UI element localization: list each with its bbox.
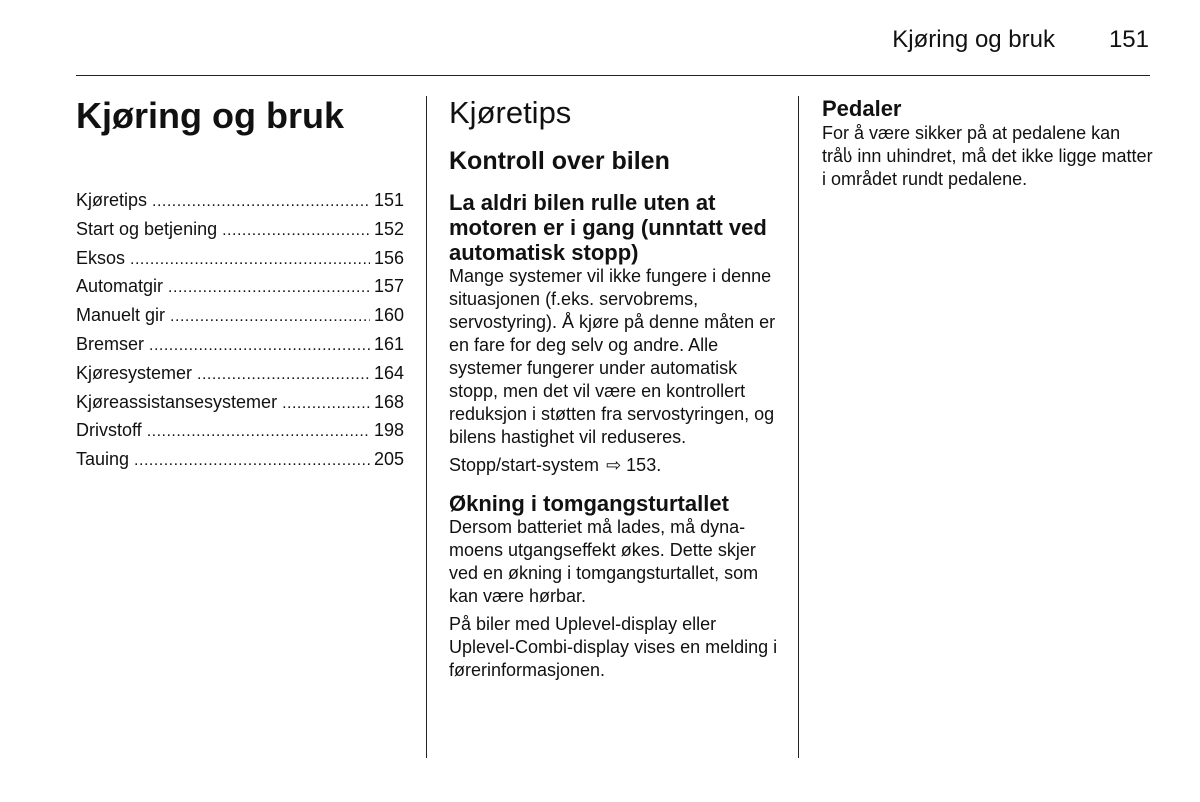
toc-leader-dots [222,217,370,246]
toc-entry-page: 160 [373,305,404,326]
toc-leader-dots [130,246,370,275]
toc-entry-label: Kjøretips [76,190,148,210]
toc-entry-page: 156 [373,247,404,268]
toc-entry-page: 152 [373,218,404,239]
toc-entry[interactable] [76,186,404,215]
toc-entry-label: Tauing [76,449,130,470]
rolling-heading: La aldri bilen rulle uten at motoren er i gang (unntatt ved automatisk stopp) [449,190,767,265]
toc-entry[interactable] [76,330,404,359]
display-note: På biler med Uplevel-display eller Uplevel-Combi-display vises en melding i førerinformasjonen. [449,614,778,680]
chapter-title: Kjøring og bruk [76,95,344,136]
toc-entry-page: 157 [373,276,404,297]
page-number: 151 [1108,26,1149,53]
section-subtitle: Kontroll over bilen [449,147,670,175]
toc-entry-page: 205 [373,449,404,470]
section-title: Kjøretips [449,95,572,130]
toc-entry-label: Automatgir [76,276,164,297]
toc-entry-label: Kjøresystemer [76,362,193,383]
toc-leader-dots [149,332,370,361]
driving-tips-column [449,96,781,682]
toc-entry[interactable] [76,244,404,273]
rolling-body: Mange systemer vil ikke fungere i denne situasjonen (f.eks. servobrems, servostyring). Å kjøre på denne måten er en fare for deg selv og andre. Alle systemer fungerer under automatisk stopp, men det vil være en kontrollert reduksjon i støtten fra servostyringen, og bilens hastighet vil reduseres. [449,266,776,447]
pedals-body: For å være sikker på at pedalene kan tråს inn uhindret, må det ikke ligge matter i området rundt pedalene. [822,123,1153,189]
toc-entry-page: 168 [373,391,404,412]
toc-entry-label: Manuelt gir [76,305,166,326]
table-of-contents [76,186,404,474]
cross-reference-text: Stopp/start-system [449,455,600,475]
toc-leader-dots [168,274,370,303]
toc-entry-label: Eksos [76,247,126,268]
column-divider [798,96,799,758]
toc-entry[interactable] [76,215,404,244]
cross-reference-page: 153. [626,455,662,475]
toc-entry[interactable] [76,272,404,301]
toc-entry[interactable] [76,416,404,445]
idle-heading: Økning i tomgangsturtallet [449,491,729,516]
toc-entry[interactable] [76,388,404,417]
toc-entry-label: Start og betjening [76,218,218,239]
pedals-column [822,96,1154,191]
arrow-right-icon: ⇨ [606,455,622,475]
toc-entry-label: Drivstoff [76,420,142,441]
chapter-column [76,96,404,474]
cross-reference [449,454,781,477]
toc-entry-page: 161 [373,333,404,354]
toc-leader-dots [152,188,370,217]
toc-leader-dots [134,447,370,476]
column-divider [426,96,427,758]
toc-leader-dots [147,418,370,447]
toc-leader-dots [197,361,370,390]
toc-entry-page: 151 [373,190,404,210]
pedals-heading: Pedaler [822,96,902,121]
toc-entry-page: 164 [373,362,404,383]
toc-entry-page: 198 [373,420,404,441]
toc-entry[interactable] [76,445,404,474]
toc-entry[interactable] [76,359,404,388]
idle-body: Dersom batteriet må lades, må dynamoens utgangseffekt økes. Dette skjer ved en økning i tomgangsturtallet, som kan være hørbar. [449,517,759,606]
toc-leader-dots [282,390,370,419]
toc-entry-label: Bremser [76,333,145,354]
running-header-title: Kjøring og bruk [892,26,1055,53]
toc-entry-label: Kjøreassistansesystemer [76,391,278,412]
toc-entry[interactable] [76,301,404,330]
toc-leader-dots [170,303,370,332]
header-rule [76,75,1150,76]
